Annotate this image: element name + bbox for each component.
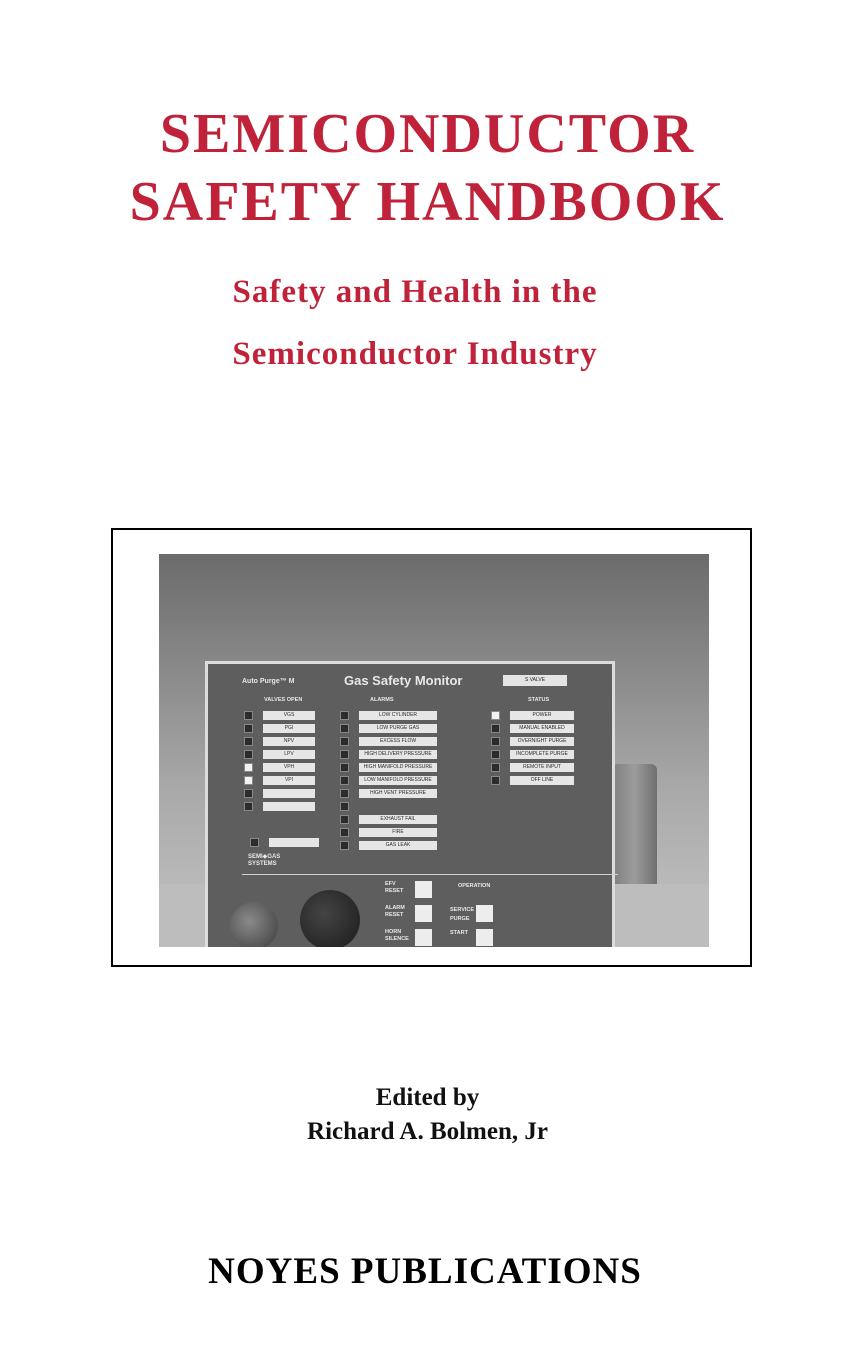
valve-label: VPI	[263, 776, 315, 785]
operation-label: OPERATION	[458, 883, 491, 889]
alarm-label: FIRE	[359, 828, 437, 837]
alarm-row	[340, 800, 437, 813]
status-label: INCOMPLETE PURGE	[510, 750, 574, 759]
valve-label: LPV	[263, 750, 315, 759]
indicator-light	[244, 737, 253, 746]
indicator-light	[250, 838, 259, 847]
alarms-column	[340, 709, 437, 852]
indicator-light	[491, 763, 500, 772]
valve-row	[244, 722, 315, 735]
valves-header: VALVES OPEN	[264, 697, 303, 703]
alarm-label: GAS LEAK	[359, 841, 437, 850]
status-label: MANUAL ENABLED	[510, 724, 574, 733]
alarm-row	[340, 826, 437, 839]
status-label: OVERNIGHT PURGE	[510, 737, 574, 746]
spare-row	[250, 836, 319, 849]
valve-row	[244, 787, 315, 800]
indicator-light	[244, 802, 253, 811]
indicator-light	[244, 724, 253, 733]
logo-line1: SEMI◆GAS	[248, 854, 281, 860]
indicator-light	[244, 750, 253, 759]
alarm-label: HIGH DELIVERY PRESSURE	[359, 750, 437, 759]
alarm-row	[340, 761, 437, 774]
edited-by: Edited by	[375, 1084, 480, 1111]
spare-label	[269, 838, 319, 847]
panel-brand: Auto Purge™ M	[242, 678, 295, 685]
alarm-label: EXHAUST FAIL	[359, 815, 437, 824]
alarm-label	[359, 802, 437, 811]
indicator-light	[244, 789, 253, 798]
horn-silence-label: HORN SILENCE	[385, 929, 409, 942]
editor-name: Richard A. Bolmen, Jr	[307, 1118, 548, 1145]
indicator-light	[244, 776, 253, 785]
indicator-light	[340, 828, 349, 837]
alarm-reset-label: ALARM RESET	[385, 905, 405, 918]
indicator-light	[244, 711, 253, 720]
indicator-light	[340, 815, 349, 824]
indicator-light	[491, 776, 500, 785]
alarm-label: LOW MANIFOLD PRESSURE	[359, 776, 437, 785]
status-row	[491, 774, 574, 787]
svalve-label: S VALVE	[503, 675, 567, 686]
status-row	[491, 709, 574, 722]
alarm-row	[340, 735, 437, 748]
status-row	[491, 722, 574, 735]
status-row	[491, 761, 574, 774]
valve-row	[244, 774, 315, 787]
alarm-reset-button	[415, 905, 432, 922]
purge-label: PURGE	[450, 916, 470, 922]
gas-cylinder	[612, 764, 657, 904]
alarm-label: HIGH VENT PRESSURE	[359, 789, 437, 798]
valve-row	[244, 761, 315, 774]
publisher-name: NOYES PUBLICATIONS	[208, 1251, 642, 1292]
indicator-light	[340, 724, 349, 733]
gas-safety-monitor-panel	[205, 661, 615, 947]
alarm-row	[340, 839, 437, 852]
regulator-knob	[300, 890, 360, 947]
indicator-light	[340, 802, 349, 811]
cover-photo	[159, 554, 709, 947]
status-label: POWER	[510, 711, 574, 720]
alarm-label: HIGH MANIFOLD PRESSURE	[359, 763, 437, 772]
valve-label	[263, 789, 315, 798]
alarm-row	[340, 722, 437, 735]
panel-divider	[242, 874, 618, 875]
indicator-light	[340, 841, 349, 850]
indicator-light	[244, 763, 253, 772]
book-subtitle-line1: Safety and Health in the	[232, 274, 598, 310]
book-title-line2: SAFETY HANDBOOK	[129, 171, 726, 233]
gauge-knob	[230, 902, 278, 947]
efv-reset-label: EFV RESET	[385, 881, 404, 894]
cover-photo-frame	[111, 528, 752, 967]
status-header: STATUS	[528, 697, 550, 703]
status-row	[491, 748, 574, 761]
valve-row	[244, 748, 315, 761]
valve-row	[244, 709, 315, 722]
logo-line2: SYSTEMS	[248, 861, 277, 867]
valve-row	[244, 735, 315, 748]
valve-row	[244, 800, 315, 813]
valve-label: VPH	[263, 763, 315, 772]
indicator-light	[340, 750, 349, 759]
status-row	[491, 735, 574, 748]
service-label: SERVICE	[450, 907, 475, 913]
valve-label: PGI	[263, 724, 315, 733]
indicator-light	[491, 711, 500, 720]
alarm-row	[340, 748, 437, 761]
alarms-header: ALARMS	[370, 697, 394, 703]
valve-label: NPV	[263, 737, 315, 746]
start-label: START	[450, 930, 468, 936]
indicator-light	[491, 737, 500, 746]
book-title-line1: SEMICONDUCTOR	[159, 103, 696, 165]
valve-label	[263, 802, 315, 811]
alarm-row	[340, 774, 437, 787]
valve-label: VGS	[263, 711, 315, 720]
alarm-row	[340, 813, 437, 826]
indicator-light	[340, 737, 349, 746]
book-subtitle-line2: Semiconductor Industry	[232, 336, 598, 372]
service-purge-button	[476, 905, 493, 922]
valves-column	[244, 709, 315, 813]
horn-silence-button	[415, 929, 432, 946]
alarm-label: LOW CYLINDER	[359, 711, 437, 720]
indicator-light	[340, 789, 349, 798]
indicator-light	[340, 763, 349, 772]
status-label: REMOTE INPUT	[510, 763, 574, 772]
alarm-label: LOW PURGE GAS	[359, 724, 437, 733]
indicator-light	[491, 750, 500, 759]
status-column	[491, 709, 574, 787]
panel-name: Gas Safety Monitor	[344, 673, 463, 688]
start-button	[476, 929, 493, 946]
semigas-logo	[248, 854, 280, 868]
indicator-light	[340, 776, 349, 785]
indicator-light	[340, 711, 349, 720]
status-label: OFF LINE	[510, 776, 574, 785]
indicator-light	[491, 724, 500, 733]
efv-reset-button	[415, 881, 432, 898]
alarm-row	[340, 709, 437, 722]
alarm-label: EXCESS FLOW	[359, 737, 437, 746]
alarm-row	[340, 787, 437, 800]
